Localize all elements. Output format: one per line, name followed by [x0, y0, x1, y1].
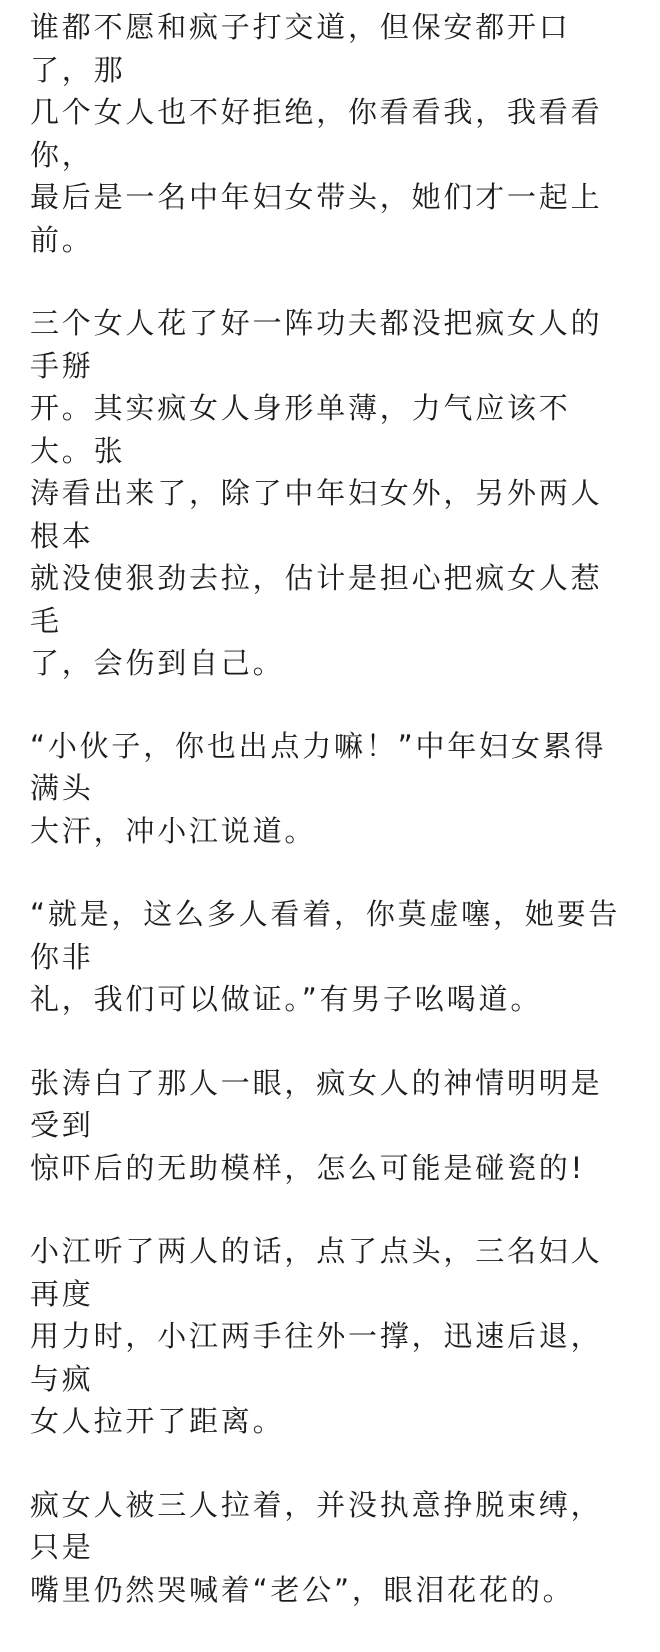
paragraph-4: “就是，这么多人看着，你莫虚噻，她要告你非 礼，我们可以做证。”有男子吆喝道。	[30, 897, 621, 1016]
paragraph-5: 张涛白了那人一眼，疯女人的神情明明是受到 惊吓后的无助模样，怎么可能是碰瓷的!	[30, 1065, 603, 1185]
paragraph-6: 小江听了两人的话，点了点头，三名妇人再度 用力时，小江两手往外一撑，迅速后退，与疯 女人拉开了距离。	[30, 1234, 603, 1438]
paragraph-3: “小伙子，你也出点力嘛！”中年妇女累得满头 大汗，冲小江说道。	[30, 728, 607, 848]
paragraph-7: 疯女人被三人拉着，并没执意挣脱束缚，只是 嘴里仍然哭喊着“老公”，眼泪花花的。	[30, 1487, 603, 1607]
paragraph-2: 三个女人花了好一阵功夫都没把疯女人的手掰 开。其实疯女人身形单薄，力气应该不大。张 涛看出来了，除了中年妇女外，另外两人根本 就没使狠劲去拉，估计是担心把疯女人惹毛 了，会伤到自己。	[30, 306, 603, 680]
paragraph-1: 谁都不愿和疯子打交道，但保安都开口了，那 几个女人也不好拒绝，你看看我，我看看你， 最后是一名中年妇女带头，她们才一起上前。	[30, 10, 603, 257]
